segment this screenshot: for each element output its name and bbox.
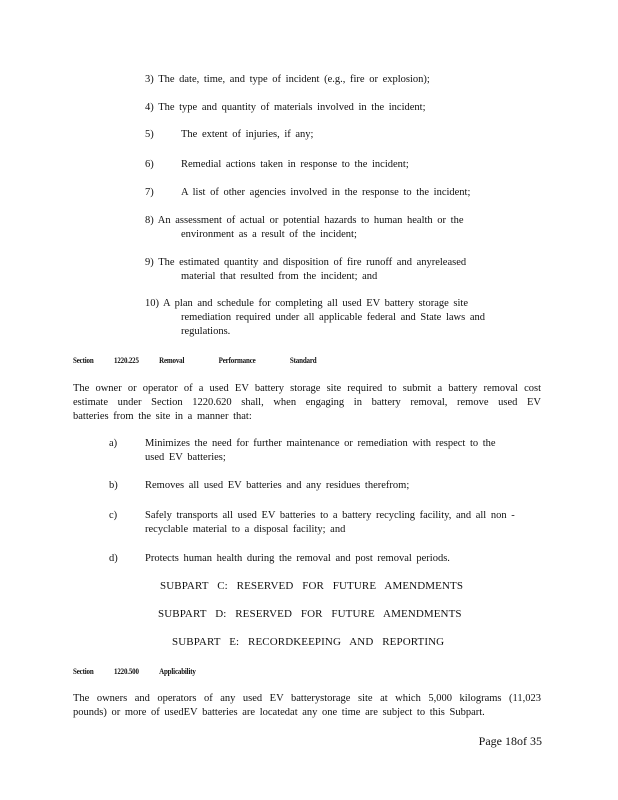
subpart-d-heading: SUBPART D: RESERVED FOR FUTURE AMENDMENTS bbox=[158, 608, 462, 620]
paragraph-225-line3: batteries from the site in a manner that: bbox=[73, 411, 252, 422]
removal-item-c-letter: c) bbox=[109, 510, 118, 521]
list-item-7-text: A list of other agencies involved in the response to the incident; bbox=[181, 187, 471, 198]
list-item-7-num: 7) bbox=[145, 187, 154, 198]
section-heading-1220-225: Section 1220.225 Removal Performance Standard bbox=[73, 355, 317, 365]
list-item-8-line2: environment as a result of the incident; bbox=[181, 229, 357, 240]
removal-item-a-line1: Minimizes the need for further maintenance or remediation with respect to the bbox=[145, 438, 496, 449]
subpart-c-heading: SUBPART C: RESERVED FOR FUTURE AMENDMENTS bbox=[160, 580, 464, 592]
paragraph-500-line1: The owners and operators of any used EV batterystorage site at which 5,000 kilograms (11,023 bbox=[73, 693, 541, 704]
list-item-9-line1: 9) The estimated quantity and disposition of fire runoff and anyreleased bbox=[145, 257, 467, 268]
list-item-5-num: 5) bbox=[145, 129, 154, 140]
list-item-9-line2: material that resulted from the incident; and bbox=[181, 271, 378, 282]
list-item-5-text: The extent of injuries, if any; bbox=[181, 129, 314, 140]
paragraph-500-line2: pounds) or more of usedEV batteries are locatedat any one time are subject to this Subpart. bbox=[73, 707, 485, 718]
list-item-6-num: 6) bbox=[145, 159, 154, 170]
paragraph-225-line1: The owner or operator of a used EV battery storage site required to submit a battery removal cost bbox=[73, 383, 541, 394]
list-item-10-line3: regulations. bbox=[181, 326, 231, 337]
removal-item-c-line2: recyclable material to a disposal facility; and bbox=[145, 524, 346, 535]
removal-item-c-line1: Safely transports all used EV batteries to a battery recycling facility, and all non - bbox=[145, 510, 515, 521]
removal-item-d-text: Protects human health during the removal and post removal periods. bbox=[145, 553, 450, 564]
removal-item-b-letter: b) bbox=[109, 480, 118, 491]
removal-item-b-text: Removes all used EV batteries and any residues therefrom; bbox=[145, 480, 410, 491]
list-item-10-line1: 10) A plan and schedule for completing all used EV battery storage site bbox=[145, 298, 468, 309]
removal-item-d-letter: d) bbox=[109, 553, 118, 564]
page-number: Page 18of 35 bbox=[478, 734, 542, 748]
list-item-10-line2: remediation required under all applicable federal and State laws and bbox=[181, 312, 486, 323]
list-item-6-text: Remedial actions taken in response to the incident; bbox=[181, 159, 409, 170]
list-item-4: 4) The type and quantity of materials involved in the incident; bbox=[145, 102, 426, 113]
subpart-e-heading: SUBPART E: RECORDKEEPING AND REPORTING bbox=[172, 636, 445, 648]
section-heading-1220-500: Section 1220.500 Applicability bbox=[73, 666, 196, 676]
removal-item-a-line2: used EV batteries; bbox=[145, 452, 226, 463]
list-item-8-line1: 8) An assessment of actual or potential hazards to human health or the bbox=[145, 215, 464, 226]
list-item-3: 3) The date, time, and type of incident (e.g., fire or explosion); bbox=[145, 74, 430, 85]
removal-item-a-letter: a) bbox=[109, 438, 118, 449]
paragraph-225-line2: estimate under Section 1220.620 shall, when engaging in battery removal, remove used EV bbox=[73, 397, 541, 408]
